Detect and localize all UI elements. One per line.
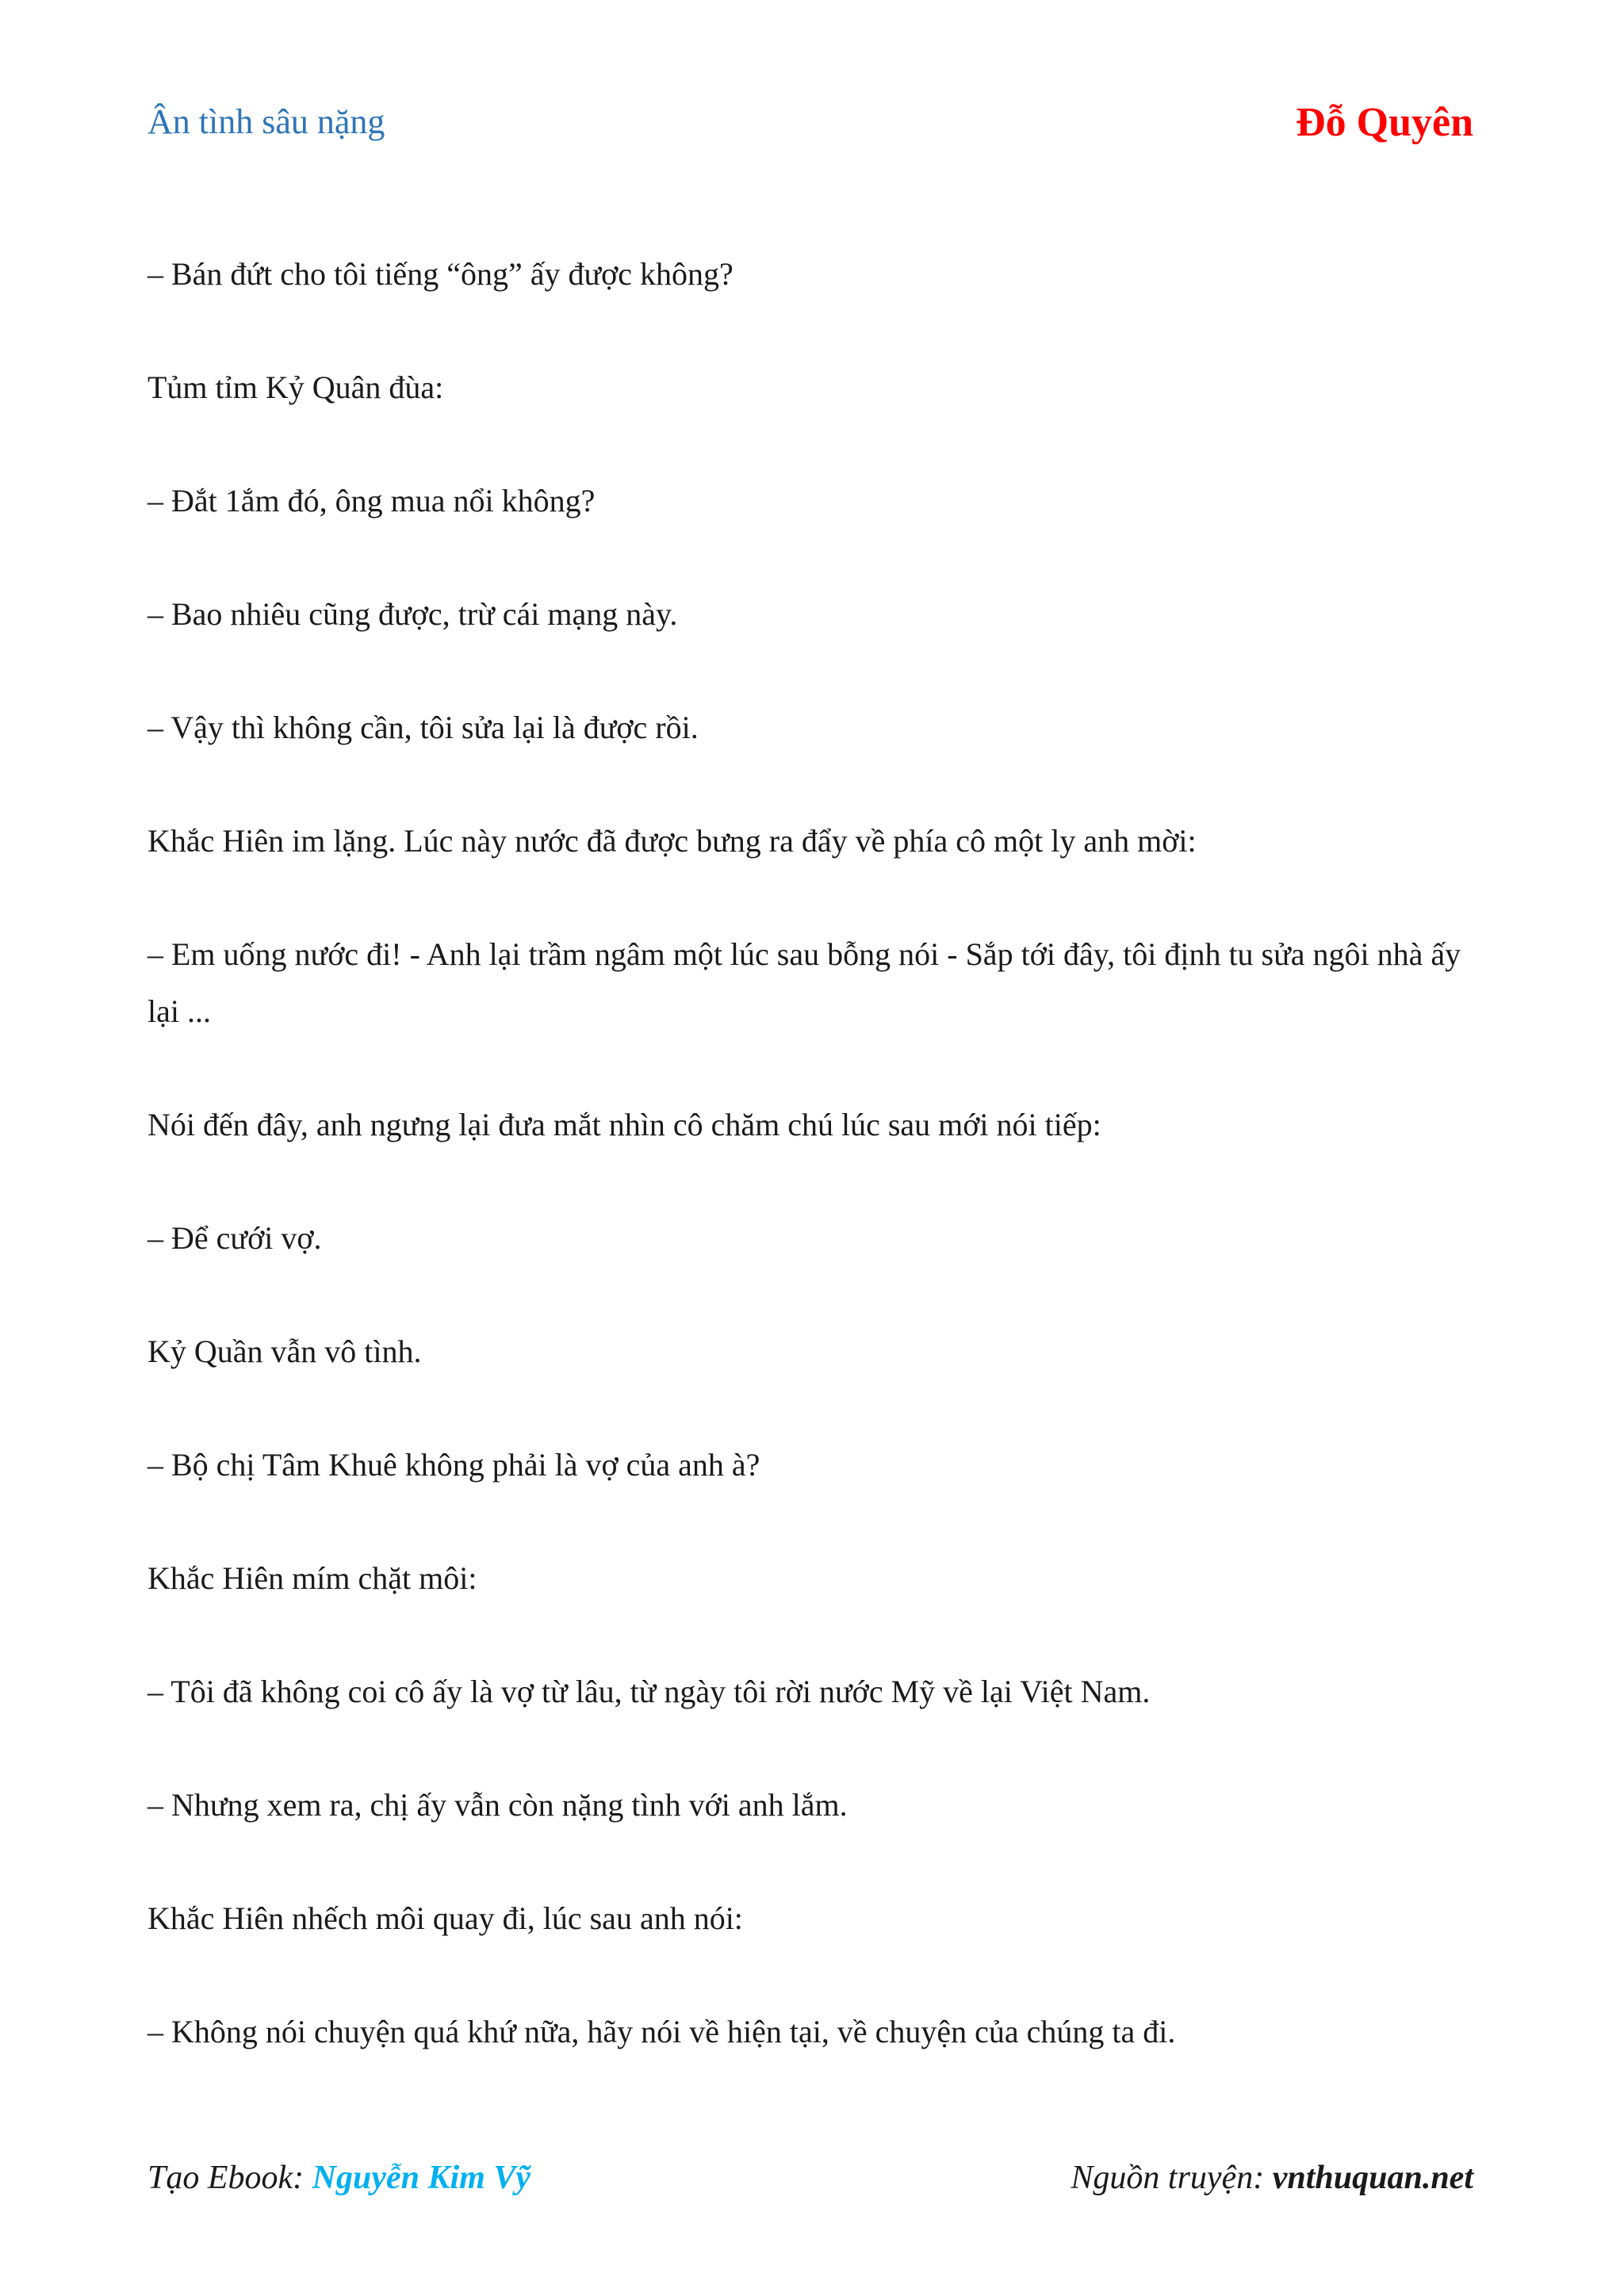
paragraph: Khắc Hiên mím chặt môi: (147, 1560, 477, 1596)
footer-ebook-label: Tạo Ebook (147, 2160, 293, 2196)
paragraph: – Bộ chị Tâm Khuê không phải là vợ của anh à? (147, 1447, 760, 1483)
paragraph: Khắc Hiên im lặng. Lúc này nước đã được bưng ra đẩy về phía cô một ly anh mời: (147, 823, 1197, 859)
footer-ebook-separator: : (293, 2160, 312, 2196)
paragraph: Tủm tỉm Kỷ Quân đùa: (147, 369, 444, 405)
paragraph: – Tôi đã không coi cô ấy là vợ từ lâu, từ ngày tôi rời nước Mỹ về lại Việt Nam. (147, 1674, 1151, 1709)
paragraph: – Đắt 1ắm đó, ông mua nổi không? (147, 483, 596, 519)
page-body (147, 246, 1480, 2117)
footer-source-label: Nguồn truyện (1071, 2160, 1254, 2196)
paragraph: – Bao nhiêu cũng được, trừ cái mạng này. (147, 596, 678, 632)
paragraph: – Không nói chuyện quá khứ nữa, hãy nói về hiện tại, về chuyện của chúng ta đi. (147, 2014, 1176, 2049)
header-author-name: Đỗ Quyên (1296, 100, 1473, 145)
footer-ebook-credit (147, 2158, 530, 2198)
paragraph: – Em uống nước đi! - Anh lại trầm ngâm một lúc sau bỗng nói - Sắp tới đây, tôi định tu sửa ngôi nhà ấy lại ... (147, 936, 1461, 1029)
paragraph: Khắc Hiên nhếch môi quay đi, lúc sau anh nói: (147, 1900, 743, 1936)
footer-ebook-maker: Nguyễn Kim Vỹ (312, 2160, 530, 2196)
paragraph: – Để cưới vợ. (147, 1220, 322, 1256)
paragraph: – Vậy thì không cần, tôi sửa lại là được rồi. (147, 710, 699, 745)
paragraph: Kỷ Quần vẫn vô tình. (147, 1334, 422, 1369)
footer-source-separator: : (1253, 2160, 1273, 2196)
footer-source-site: vnthuquan.net (1272, 2160, 1473, 2196)
paragraph: – Bán đứt cho tôi tiếng “ông” ấy được không? (147, 256, 733, 292)
paragraph: – Nhưng xem ra, chị ấy vẫn còn nặng tình với anh lắm. (147, 1787, 848, 1823)
header-book-title: Ân tình sâu nặng (147, 102, 385, 141)
footer-source-credit (1071, 2158, 1473, 2198)
paragraph: Nói đến đây, anh ngưng lại đưa mắt nhìn cô chăm chú lúc sau mới nói tiếp: (147, 1107, 1101, 1142)
